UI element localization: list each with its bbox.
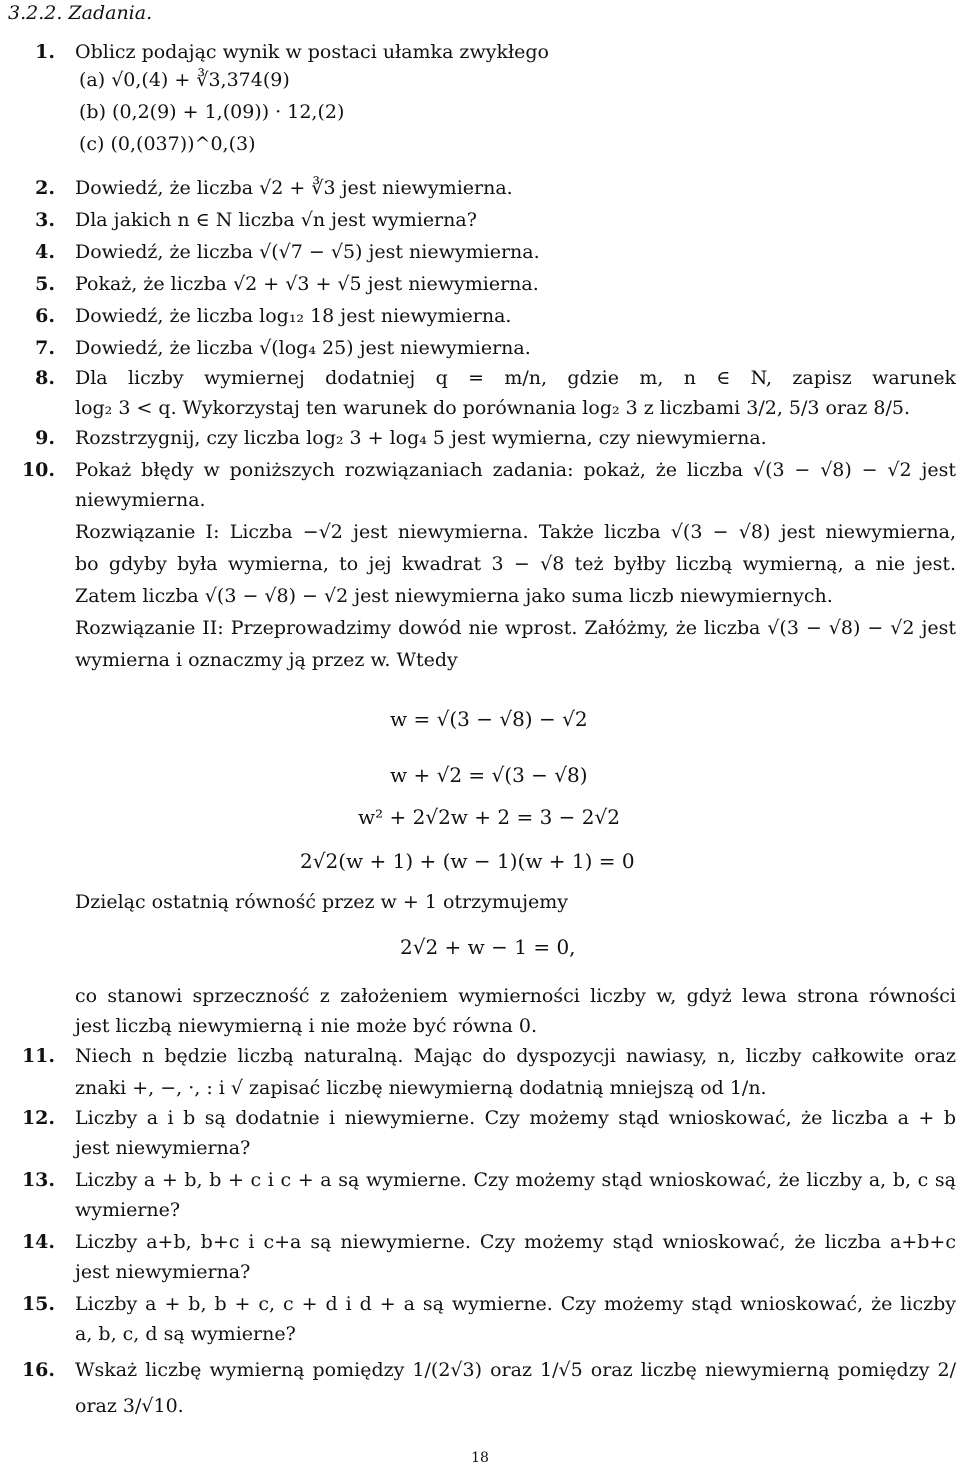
- problem-text: Dzieląc ostatnią równość przez w + 1 otrzymujemy: [75, 891, 568, 913]
- problem-text: Dla jakich n ∈ N liczba √n jest wymierna?: [75, 209, 477, 231]
- problem-text: Liczby a + b, b + c i c + a są wymierne. Czy możemy stąd wnioskować, że liczby a, b, c są: [75, 1169, 956, 1191]
- problem-text: Zatem liczba √(3 − √8) − √2 jest niewymierna jako suma liczb niewymiernych.: [75, 585, 833, 607]
- final-equation: 2√2 + w − 1 = 0,: [400, 935, 576, 959]
- problem-number: 12.: [21, 1107, 55, 1129]
- problem-text: wymierne?: [75, 1199, 181, 1221]
- problem-text: Dowiedź, że liczba log₁₂ 18 jest niewymierna.: [75, 305, 512, 327]
- problem-number: 9.: [35, 427, 55, 449]
- problem-text: Rozstrzygnij, czy liczba log₂ 3 + log₄ 5 jest wymierna, czy niewymierna.: [75, 427, 767, 449]
- subproblem-a: (a) √0,(4) + ∛3,374(9): [79, 69, 290, 91]
- problem-number: 1.: [35, 41, 55, 63]
- equation-4: 2√2(w + 1) + (w − 1)(w + 1) = 0: [300, 849, 635, 873]
- problem-number: 13.: [21, 1169, 55, 1191]
- problem-number: 14.: [21, 1231, 55, 1253]
- problem-text: Niech n będzie liczbą naturalną. Mając do dyspozycji nawiasy, n, liczby całkowite oraz: [75, 1045, 956, 1067]
- problem-text: oraz 3/√10.: [75, 1395, 184, 1417]
- problem-text: Wskaż liczbę wymierną pomiędzy 1/(2√3) oraz 1/√5 oraz liczbę niewymierną pomiędzy 2/: [75, 1359, 956, 1381]
- solution-1-text: Rozwiązanie I: Liczba −√2 jest niewymierna. Także liczba √(3 − √8) jest niewymierna,: [75, 521, 956, 543]
- page-number: 18: [471, 1450, 489, 1466]
- problem-number: 8.: [35, 367, 55, 389]
- problem-number: 2.: [35, 177, 55, 199]
- problem-number: 16.: [21, 1359, 55, 1381]
- equation-2: w + √2 = √(3 − √8): [390, 763, 588, 787]
- equation-1: w = √(3 − √8) − √2: [390, 707, 588, 731]
- problem-number: 15.: [21, 1293, 55, 1315]
- problem-text: Liczby a+b, b+c i c+a są niewymierne. Czy możemy stąd wnioskować, że liczba a+b+c: [75, 1231, 956, 1253]
- problem-number: 5.: [35, 273, 55, 295]
- section-heading: 3.2.2. Zadania.: [8, 2, 153, 24]
- equation-3: w² + 2√2w + 2 = 3 − 2√2: [358, 805, 620, 829]
- problem-text: Dla liczby wymiernej dodatniej q = m/n, gdzie m, n ∈ N, zapisz warunek: [75, 367, 956, 389]
- problem-text: Liczby a + b, b + c, c + d i d + a są wymierne. Czy możemy stąd wnioskować, że liczby: [75, 1293, 956, 1315]
- problem-number: 4.: [35, 241, 55, 263]
- solution-2-text: Rozwiązanie II: Przeprowadzimy dowód nie wprost. Załóżmy, że liczba √(3 − √8) − √2 jest: [75, 617, 956, 639]
- problem-text: znaki +, −, ·, : i √ zapisać liczbę niewymierną dodatnią mniejszą od 1/n.: [75, 1077, 767, 1099]
- problem-text: Dowiedź, że liczba √(√7 − √5) jest niewymierna.: [75, 241, 540, 263]
- problem-text: jest niewymierna?: [75, 1137, 251, 1159]
- problem-text: Oblicz podając wynik w postaci ułamka zwykłego: [75, 41, 549, 63]
- problem-number: 7.: [35, 337, 55, 359]
- problem-text: Dowiedź, że liczba √2 + ∛3 jest niewymierna.: [75, 177, 513, 199]
- subproblem-b: (b) (0,2(9) + 1,(09)) · 12,(2): [79, 101, 345, 123]
- problem-number: 6.: [35, 305, 55, 327]
- problem-text: niewymierna.: [75, 489, 206, 511]
- problem-number: 10.: [21, 459, 55, 481]
- problem-text: Dowiedź, że liczba √(log₄ 25) jest niewymierna.: [75, 337, 531, 359]
- problem-number: 3.: [35, 209, 55, 231]
- problem-text: Pokaż, że liczba √2 + √3 + √5 jest niewymierna.: [75, 273, 539, 295]
- problem-text: wymierna i oznaczmy ją przez w. Wtedy: [75, 649, 458, 671]
- problem-text: Pokaż błędy w poniższych rozwiązaniach zadania: pokaż, że liczba √(3 − √8) − √2 jest: [75, 459, 956, 481]
- problem-number: 11.: [21, 1045, 55, 1067]
- conclusion-text: co stanowi sprzeczność z założeniem wymierności liczby w, gdyż lewa strona równości: [75, 985, 956, 1007]
- conclusion-text: jest liczbą niewymierną i nie może być równa 0.: [75, 1015, 538, 1037]
- problem-text: bo gdyby była wymierna, to jej kwadrat 3 − √8 też byłby liczbą wymierną, a nie jest.: [75, 553, 956, 575]
- problem-text: a, b, c, d są wymierne?: [75, 1323, 296, 1345]
- problem-text: log₂ 3 < q. Wykorzystaj ten warunek do porównania log₂ 3 z liczbami 3/2, 5/3 oraz 8/5.: [75, 397, 911, 419]
- problem-text: Liczby a i b są dodatnie i niewymierne. Czy możemy stąd wnioskować, że liczba a + b: [75, 1107, 956, 1129]
- subproblem-c: (c) (0,(037))^0,(3): [79, 133, 256, 155]
- problem-text: jest niewymierna?: [75, 1261, 251, 1283]
